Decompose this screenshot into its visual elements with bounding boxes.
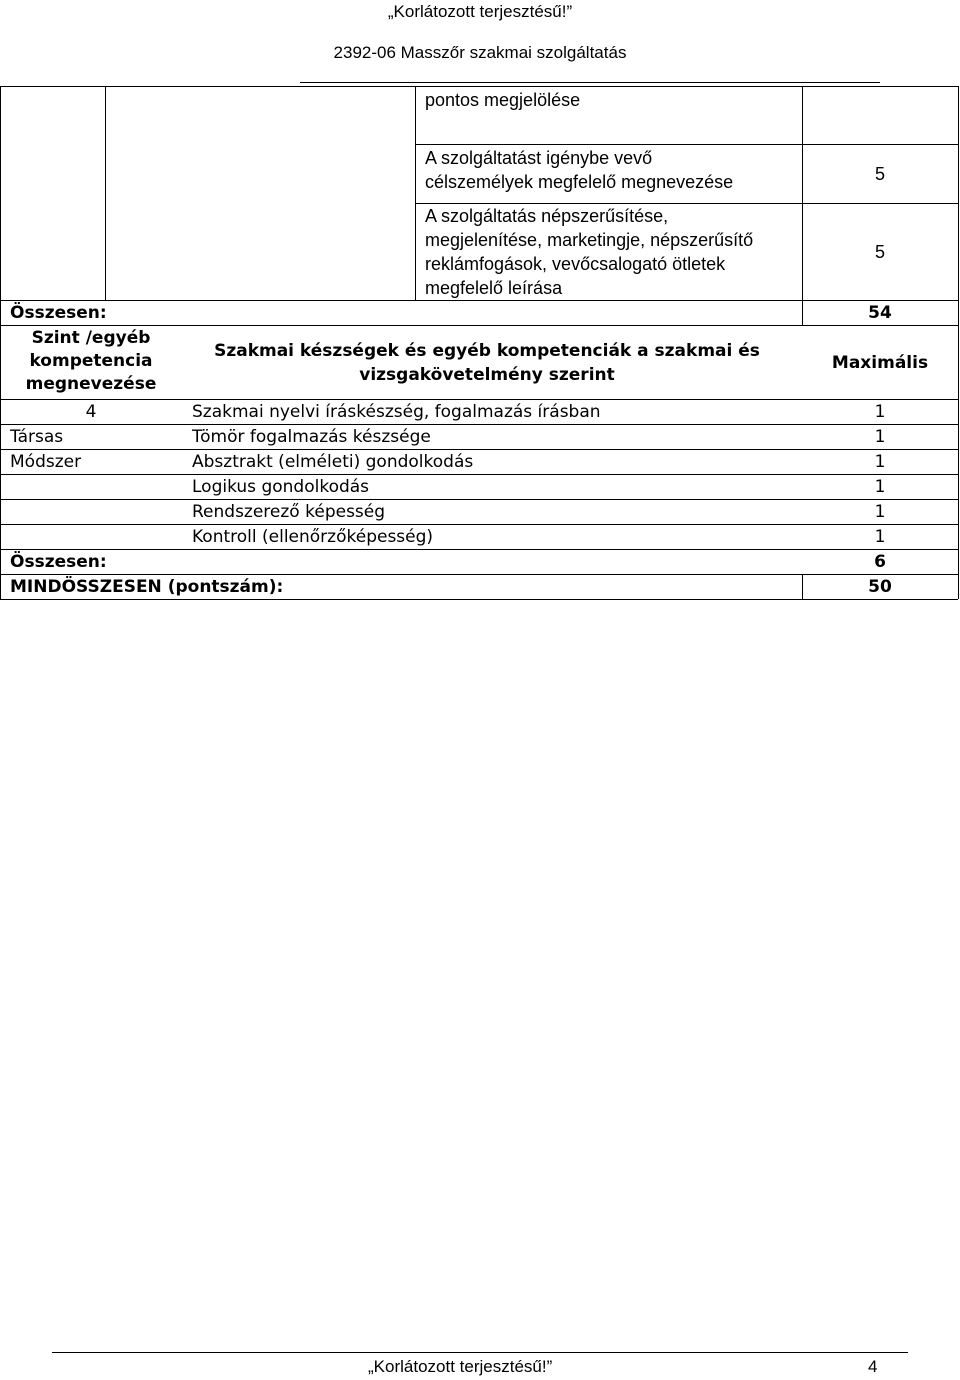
skill-max: 1 bbox=[874, 527, 886, 547]
footer-divider bbox=[52, 1352, 908, 1353]
criterion-text: A szolgáltatás népszerűsítése, bbox=[425, 206, 669, 226]
criterion-text: A szolgáltatást igénybe vevő bbox=[425, 148, 653, 168]
skill-level: 4 bbox=[85, 402, 97, 422]
skill-max: 1 bbox=[874, 402, 886, 422]
skill-max: 1 bbox=[874, 502, 886, 522]
skill-description: Szakmai nyelvi íráskészség, fogalmazás írásban bbox=[192, 402, 601, 422]
criterion-score: 5 bbox=[874, 242, 885, 262]
criterion-text: megfelelő leírása bbox=[425, 278, 563, 298]
skill-max: 1 bbox=[874, 452, 886, 472]
skill-level: Módszer bbox=[10, 452, 82, 472]
subtotal-value: 54 bbox=[868, 303, 892, 323]
criterion-text: megjelenítése, marketingje, népszerűsítő bbox=[425, 230, 754, 250]
header-divider bbox=[300, 82, 880, 83]
skill-description: Kontroll (ellenőrzőképesség) bbox=[192, 527, 434, 547]
criterion-text: célszemélyek megfelelő megnevezése bbox=[425, 172, 734, 192]
criterion-text: reklámfogások, vevőcsalogató ötletek bbox=[425, 254, 726, 274]
max-column-header: Maximális bbox=[831, 353, 929, 373]
skills-column-header: Szakmai készségek és egyéb kompetenciák a szakmai és vizsgakövetelmény szerint bbox=[214, 341, 760, 385]
page-number: 4 bbox=[868, 1357, 878, 1376]
restricted-notice-header: „Korlátozott terjesztésű!” bbox=[387, 2, 573, 21]
restricted-notice-footer: „Korlátozott terjesztésű!” bbox=[368, 1357, 553, 1376]
subtotal-value: 6 bbox=[874, 552, 886, 572]
grand-total-label: MINDÖSSZESEN (pontszám): bbox=[10, 577, 284, 597]
level-column-header: Szint /egyéb kompetencia megnevezése bbox=[25, 328, 157, 394]
skill-description: Rendszerező képesség bbox=[192, 502, 386, 522]
skill-description: Absztrakt (elméleti) gondolkodás bbox=[192, 452, 474, 472]
skill-description: Logikus gondolkodás bbox=[192, 477, 370, 497]
criterion-text: pontos megjelölése bbox=[425, 90, 581, 110]
grand-total-value: 50 bbox=[868, 577, 892, 597]
module-title: 2392-06 Masszőr szakmai szolgáltatás bbox=[333, 43, 627, 62]
skill-level: Társas bbox=[10, 427, 64, 447]
subtotal-label: Összesen: bbox=[10, 303, 107, 323]
criterion-score: 5 bbox=[874, 164, 885, 184]
skill-max: 1 bbox=[874, 427, 886, 447]
skill-max: 1 bbox=[874, 477, 886, 497]
skill-description: Tömör fogalmazás készsége bbox=[192, 427, 431, 447]
subtotal-label: Összesen: bbox=[10, 552, 107, 572]
